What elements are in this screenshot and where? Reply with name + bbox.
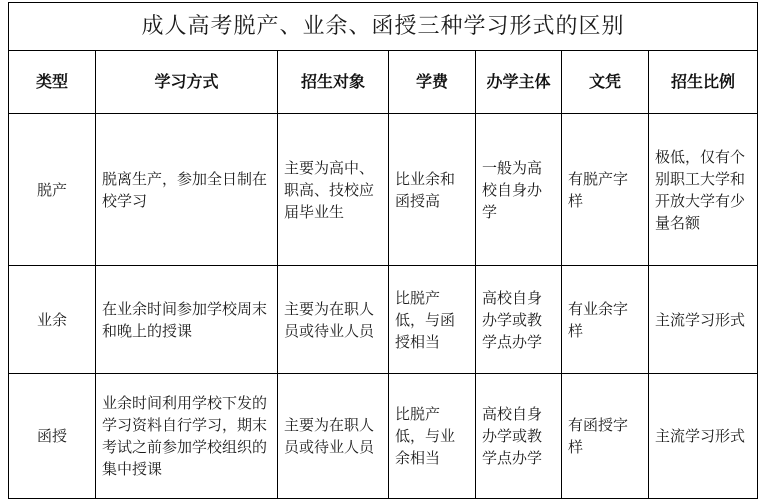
cell-study-mode: 在业余时间参加学校周末和晚上的授课 [96, 266, 278, 374]
cell-enrollment-ratio: 主流学习形式 [649, 266, 758, 374]
cell-enrollment-target: 主要为在职人员或待业人员 [278, 266, 389, 374]
cell-type: 业余 [9, 266, 96, 374]
header-enrollment-target: 招生对象 [278, 51, 389, 114]
table-row [9, 266, 758, 374]
table-row [9, 374, 758, 499]
cell-enrollment-ratio: 极低，仅有个别职工大学和开放大学有少量名额 [649, 114, 758, 266]
header-row [9, 51, 758, 114]
cell-tuition: 比业余和函授高 [389, 114, 476, 266]
table-row [9, 114, 758, 266]
cell-type: 函授 [9, 374, 96, 499]
table-title: 成人高考脱产、业余、函授三种学习形式的区别 [9, 3, 758, 51]
cell-organizer: 一般为高校自身办学 [476, 114, 562, 266]
header-study-mode: 学习方式 [96, 51, 278, 114]
cell-diploma: 有脱产字样 [562, 114, 649, 266]
cell-organizer: 高校自身办学或教学点办学 [476, 374, 562, 499]
cell-diploma: 有函授字样 [562, 374, 649, 499]
header-enrollment-ratio: 招生比例 [649, 51, 758, 114]
header-type: 类型 [9, 51, 96, 114]
cell-organizer: 高校自身办学或教学点办学 [476, 266, 562, 374]
cell-type: 脱产 [9, 114, 96, 266]
comparison-table [8, 2, 758, 499]
cell-enrollment-ratio: 主流学习形式 [649, 374, 758, 499]
cell-diploma: 有业余字样 [562, 266, 649, 374]
cell-tuition: 比脱产低，与函授相当 [389, 266, 476, 374]
header-diploma: 文凭 [562, 51, 649, 114]
comparison-table-container [8, 2, 757, 497]
cell-study-mode: 脱离生产，参加全日制在校学习 [96, 114, 278, 266]
header-tuition: 学费 [389, 51, 476, 114]
cell-study-mode: 业余时间利用学校下发的学习资料自行学习，期末考试之前参加学校组织的集中授课 [96, 374, 278, 499]
cell-enrollment-target: 主要为高中、职高、技校应届毕业生 [278, 114, 389, 266]
header-organizer: 办学主体 [476, 51, 562, 114]
cell-enrollment-target: 主要为在职人员或待业人员 [278, 374, 389, 499]
cell-tuition: 比脱产低，与业余相当 [389, 374, 476, 499]
